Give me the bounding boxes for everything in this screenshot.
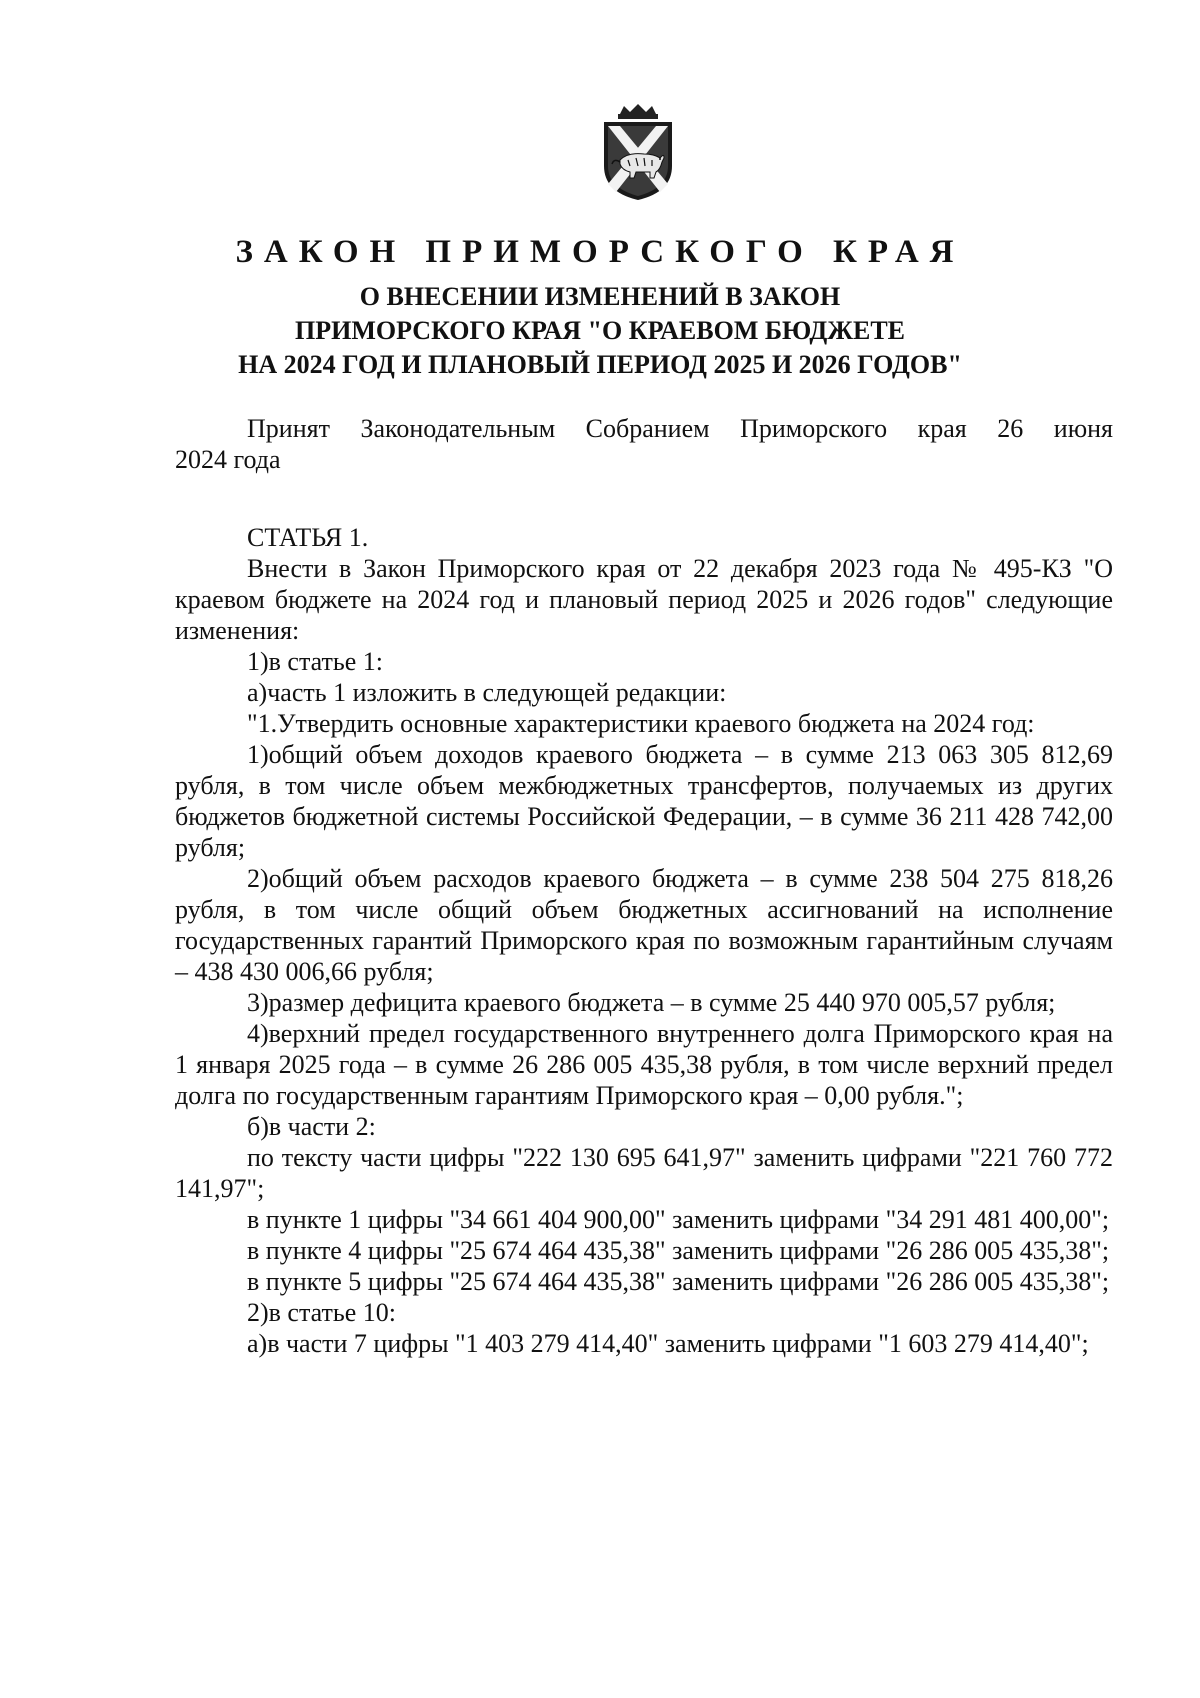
section-1-b-point-4: в пункте 4 цифры "25 674 464 435,38" заменить цифрами "26 286 005 435,38";: [247, 1236, 1110, 1265]
section-1-label: 1)в статье 1:: [247, 647, 384, 676]
subtitle-line-3: НА 2024 ГОД И ПЛАНОВЫЙ ПЕРИОД 2025 И 2026 ГОДОВ": [238, 350, 962, 379]
section-1-a-item-3: 3)размер дефицита краевого бюджета – в сумме 25 440 970 005,57 рубля;: [247, 988, 1056, 1017]
article-heading: СТАТЬЯ 1.: [247, 523, 369, 552]
section-2-label: 2)в статье 10:: [247, 1298, 397, 1327]
adoption-line-1: Принят Законодательным Собранием Приморского края 26 июня: [247, 414, 1113, 443]
section-1-b-point-5: в пункте 5 цифры "25 674 464 435,38" заменить цифрами "26 286 005 435,38";: [247, 1267, 1110, 1296]
article-intro: Внести в Закон Приморского края от 22 декабря 2023 года № 495-КЗ "О краевом бюджете на 2024 год и плановый период 2025 и 2026 годов" следующие изменения:: [175, 554, 1113, 645]
section-1-b-point-1: в пункте 1 цифры "34 661 404 900,00" заменить цифрами "34 291 481 400,00";: [247, 1205, 1110, 1234]
section-1-a-text: "1.Утвердить основные характеристики краевого бюджета на 2024 год:: [247, 709, 1035, 738]
section-1-b-text: по тексту части цифры "222 130 695 641,97" заменить цифрами "221 760 772 141,97";: [175, 1143, 1113, 1203]
section-1-a-item-2: 2)общий объем расходов краевого бюджета – в сумме 238 504 275 818,26 рубля, в том числе общий объем бюджетных ассигнований на исполнение государственных гарантий Приморского края по возможным гарантийным случаям – 438 430 006,66 рубля;: [175, 864, 1113, 986]
section-2-a: а)в части 7 цифры "1 403 279 414,40" заменить цифрами "1 603 279 414,40";: [247, 1329, 1089, 1358]
law-body: [175, 413, 1113, 1359]
section-1-a-item-4: 4)верхний предел государственного внутреннего долга Приморского края на 1 января 2025 года – в сумме 26 286 005 435,38 рубля, в том числе верхний предел долга по государственным гарантиям Приморского края – 0,00 рубля.";: [175, 1019, 1113, 1110]
subtitle-line-2: ПРИМОРСКОГО КРАЯ "О КРАЕВОМ БЮДЖЕТЕ: [295, 316, 905, 345]
law-title: ЗАКОН ПРИМОРСКОГО КРАЯ: [235, 234, 965, 270]
subtitle-line-1: О ВНЕСЕНИИ ИЗМЕНЕНИЙ В ЗАКОН: [359, 282, 841, 311]
coat-of-arms-icon: [598, 104, 678, 202]
section-1-a-item-1: 1)общий объем доходов краевого бюджета – в сумме 213 063 305 812,69 рубля, в том числе объем межбюджетных трансфертов, получаемых из других бюджетов бюджетной системы Российской Федерации, – в сумме 36 211 428 742,00 рубля;: [175, 740, 1113, 862]
section-1-a: а)часть 1 изложить в следующей редакции:: [247, 678, 727, 707]
law-subtitle: [0, 280, 1200, 382]
section-1-b: б)в части 2:: [247, 1112, 376, 1141]
adoption-line-2: 2024 года: [175, 445, 281, 474]
